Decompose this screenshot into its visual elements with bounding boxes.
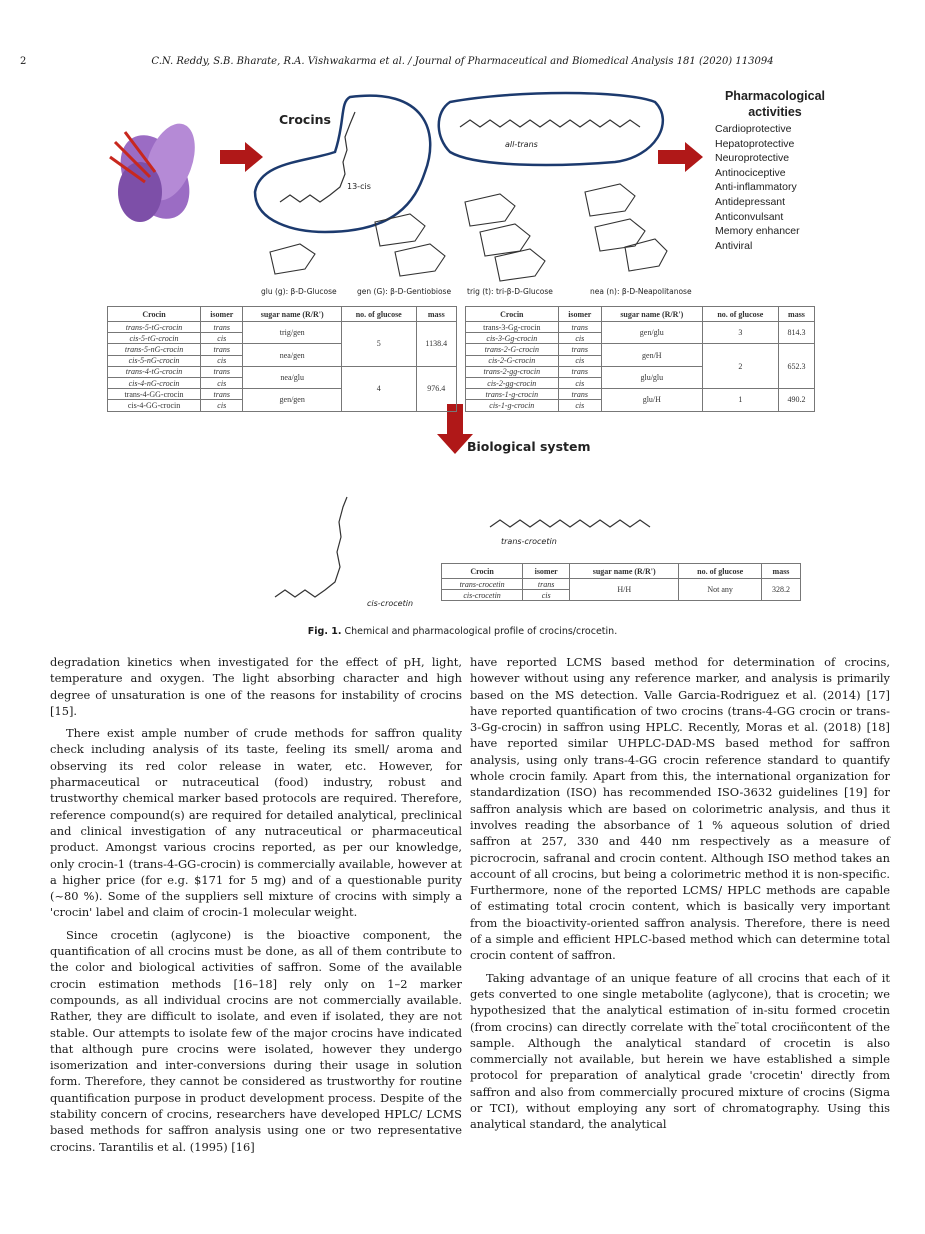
cell: gen/gen (243, 389, 342, 411)
cell: cis (201, 400, 243, 411)
paragraph: There exist ample number of crude methods for saffron quality check including analysis of its taste, feeling its smell/ aroma and observing its red color release in water, etc. However, for pharmaceutical or nutraceutical (food) industry, robust and trustworthy chemical marker based protocols are required. Therefore, reference compound(s) are required for detailed analytical, preclinical and clinical investigation of any nutraceutical or pharmaceutical product. Amongst various crocins reported, as per our knowledge, only crocin-1 (trans-4-GG-crocin) is commercially available, however at a higher price (for e.g. $171 for 5 mg) and of a questionable purity (~80 %). Some of the suppliers sell mixture of crocins with simply a 'crocin' label and claim of crocin-1 molecular weight. (50, 726, 462, 920)
cell: cis (523, 590, 570, 601)
col-header: sugar name (R/R') (601, 307, 702, 322)
col-header: no. of glucose (341, 307, 416, 322)
cell: 652.3 (778, 344, 814, 389)
cell: glu/glu (601, 366, 702, 388)
col-header: isomer (201, 307, 243, 322)
col-header: isomer (558, 307, 601, 322)
cell: trans (558, 389, 601, 400)
cell: gen/H (601, 344, 702, 366)
sugar-label: trig (t): tri-β-D-Glucose (467, 287, 553, 296)
pharm-item: Anti-inflammatory (715, 181, 797, 194)
cell: cis-crocetin (442, 590, 523, 601)
cis-crocetin-label: cis-crocetin (367, 599, 414, 608)
cell: cis-2-gg-crocin (466, 377, 559, 388)
col-header: mass (778, 307, 814, 322)
col-header: no. of glucose (702, 307, 778, 322)
cell: cis (558, 400, 601, 411)
cell: cis-2-G-crocin (466, 355, 559, 366)
cell: trans (558, 322, 601, 333)
cell: trans-5-tG-crocin (108, 322, 201, 333)
cell: 490.2 (778, 389, 814, 411)
col-header: isomer (523, 564, 570, 579)
pharm-title: Pharmacological activities (724, 89, 826, 119)
cell: 328.2 (761, 579, 800, 601)
pharm-item: Antiviral (715, 239, 753, 252)
col-header: Crocin (108, 307, 201, 322)
cell: 2 (702, 344, 778, 389)
cell: cis (558, 355, 601, 366)
cell: H/H (570, 579, 679, 601)
paragraph: have reported LCMS based method for determination of crocins, however without using any reference marker, and analysis is primarily based on the MS detection. Valle Garcia-Rodriguez et al. (2014) [17] have reported quantification of two crocins (trans-4-GG crocin or trans-3-Gg-crocin) in saffron using HPLC. Recently, Moras et al. (2018) [18] have reported similar UHPLC-DAD-MS based method for saffron analysis, using only trans-4-GG crocin reference standard to quantify whole crocin family. Apart from this, the international organization for standardization (ISO) has recommended ISO-3632 guidelines [19] for saffron analysis which are based on colorimetric analysis, and thus it involves reading the absorbance of 1 % aqueous solution of dried saffron at 257, 330 and 440 nm respectively as a measure of picrocrocin, safranal and crocin content. Although ISO method takes an account of all crocins, but being a colorimetric method it is non-specific. Furthermore, none of the reported LCMS/ HPLC methods are capable of estimating total crocin content, which is basically very important from the bioactivity-oriented saffron analysis. Therefore, there is need of a simple and efficient HPLC-based method which can determine total crocin content of saffron. (470, 655, 890, 963)
cell: cis (201, 377, 243, 388)
cell: cis-3-Gg-crocin (466, 333, 559, 344)
figure-caption (0, 626, 925, 637)
cell: 1138.4 (416, 322, 456, 367)
cell: cis-4-GG-crocin (108, 400, 201, 411)
table-row (108, 322, 457, 333)
figure-1 (95, 82, 835, 622)
arrow-right-icon (658, 142, 703, 172)
col-header: no. of glucose (679, 564, 762, 579)
pharm-item: Hepatoprotective (715, 137, 795, 150)
cell: 1 (702, 389, 778, 411)
cell: trans-4-GG-crocin (108, 389, 201, 400)
running-title: C.N. Reddy, S.B. Bharate, R.A. Vishwakarma et al. / Journal of Pharmaceutical and Biomedical Analysis 181 (2020) 113094 (151, 56, 774, 67)
paragraph: Since crocetin (aglycone) is the bioactive component, the quantification of all crocins must be done, as all of them contribute to the color and biological activities of saffron. Some of the available crocin estimation methods [16–18] rely only on 1–2 marker compounds, as all individual crocins are not commercially available. Rather, they are difficult to isolate, and even if isolated, they are not stable. Our attempts to isolate few of the major crocins have indicated that although pure crocins were isolated, however they undergo isomerization and inter-conversions during their usage in solution form. Therefore, they cannot be considered as trustworthy for routine quantification purpose in product development process. Despite of the stability concern of crocins, researchers have developed HPLC/ LCMS based methods for saffron analysis using one or two representative crocins. Tarantilis et al. (1995) [16] (50, 927, 462, 1154)
cell: cis (558, 377, 601, 388)
crocin-table-right (465, 306, 815, 412)
cell: trig/gen (243, 322, 342, 344)
crocin-table-left (107, 306, 457, 412)
cell: trans-2-G-crocin (466, 344, 559, 355)
cell: trans (201, 366, 243, 377)
col-header: Crocin (442, 564, 523, 579)
col-header: mass (761, 564, 800, 579)
paragraph: degradation kinetics when investigated for the effect of pH, light, temperature and oxygen. The light absorbing character and high degree of unsaturation is one of the reasons for instability of crocins [15]. (50, 655, 462, 718)
pharmacological-activities (715, 88, 835, 253)
cell: trans-crocetin (442, 579, 523, 590)
col-header: mass (416, 307, 456, 322)
cell: nea/gen (243, 344, 342, 366)
cell: 976.4 (416, 366, 456, 411)
sugar-label: glu (g): β-D-Glucose (261, 287, 337, 296)
table-row (108, 366, 457, 377)
cell: nea/glu (243, 366, 342, 388)
cell: gen/glu (601, 322, 702, 344)
cell: trans-5-nG-crocin (108, 344, 201, 355)
col-header: sugar name (R/R') (570, 564, 679, 579)
table-row (466, 322, 815, 333)
table-row (466, 389, 815, 400)
cell: cis (558, 333, 601, 344)
crocins-label: Crocins (279, 112, 331, 127)
pharm-item: Antinociceptive (715, 166, 786, 179)
cell: Not any (679, 579, 762, 601)
cell: 4 (341, 366, 416, 411)
pharm-item: Antidepressant (715, 195, 786, 208)
col-header: sugar name (R/R') (243, 307, 342, 322)
sugar-label: nea (n): β-D-Neapolitanose (590, 287, 692, 296)
all-trans-label: all-trans (505, 140, 538, 149)
cis-label: 13-cis (347, 182, 371, 191)
cell: cis (201, 355, 243, 366)
right-column (470, 654, 890, 1139)
pharm-item: Cardioprotective (715, 123, 792, 135)
caption-text: Chemical and pharmacological profile of crocins/crocetin. (344, 626, 618, 637)
table-row (466, 344, 815, 355)
cell: trans (201, 322, 243, 333)
cell: trans (523, 579, 570, 590)
pharm-item: Memory enhancer (715, 225, 800, 238)
cell: cis-1-g-crocin (466, 400, 559, 411)
pharm-item: Neuroprotective (715, 152, 790, 165)
trans-crocetin-label: trans-crocetin (501, 537, 557, 546)
biological-system-label: Biological system (467, 439, 591, 454)
cell: trans-2-gg-crocin (466, 366, 559, 377)
pharm-item: Anticonvulsant (715, 210, 784, 223)
arrow-right-icon (220, 142, 263, 172)
cell: trans (201, 344, 243, 355)
cell: cis-5-nG-crocin (108, 355, 201, 366)
col-header: Crocin (466, 307, 559, 322)
cell: cis-5-tG-crocin (108, 333, 201, 344)
cell: trans-1-g-crocin (466, 389, 559, 400)
page-number: 2 (20, 56, 27, 67)
table-row (442, 579, 801, 590)
crocetin-table (441, 563, 801, 601)
sugar-label: gen (G): β-D-Gentiobiose (357, 287, 452, 296)
left-column (50, 654, 462, 1161)
cell: trans (201, 389, 243, 400)
cell: trans-4-tG-crocin (108, 366, 201, 377)
cell: 5 (341, 322, 416, 367)
cell: 814.3 (778, 322, 814, 344)
cell: cis (201, 333, 243, 344)
cell: glu/H (601, 389, 702, 411)
saffron-flower-image (107, 117, 205, 231)
paragraph: Taking advantage of an unique feature of all crocins that each of it gets converted to one single metabolite (aglycone), that is crocetin; we hypothesized that the analytical estimation of in-situ formed crocetin (from crocins) can directly correlate with the ̈total crocin̈content of the sample. Although the analytical standard of crocetin is also commercially not available, but herein we have established a simple protocol for preparation of analytical grade 'crocetin' directly from saffron and also from commercially procured mixture of crocins (Sigma or TCI), without employing any sort of chromatography. Using this analytical standard, the analytical (470, 970, 890, 1132)
cell: trans (558, 344, 601, 355)
cell: trans-3-Gg-crocin (466, 322, 559, 333)
cell: trans (558, 366, 601, 377)
cell: 3 (702, 322, 778, 344)
all-trans-outline (439, 93, 663, 165)
caption-label: Fig. 1. (307, 626, 342, 637)
cell: cis-4-nG-crocin (108, 377, 201, 388)
